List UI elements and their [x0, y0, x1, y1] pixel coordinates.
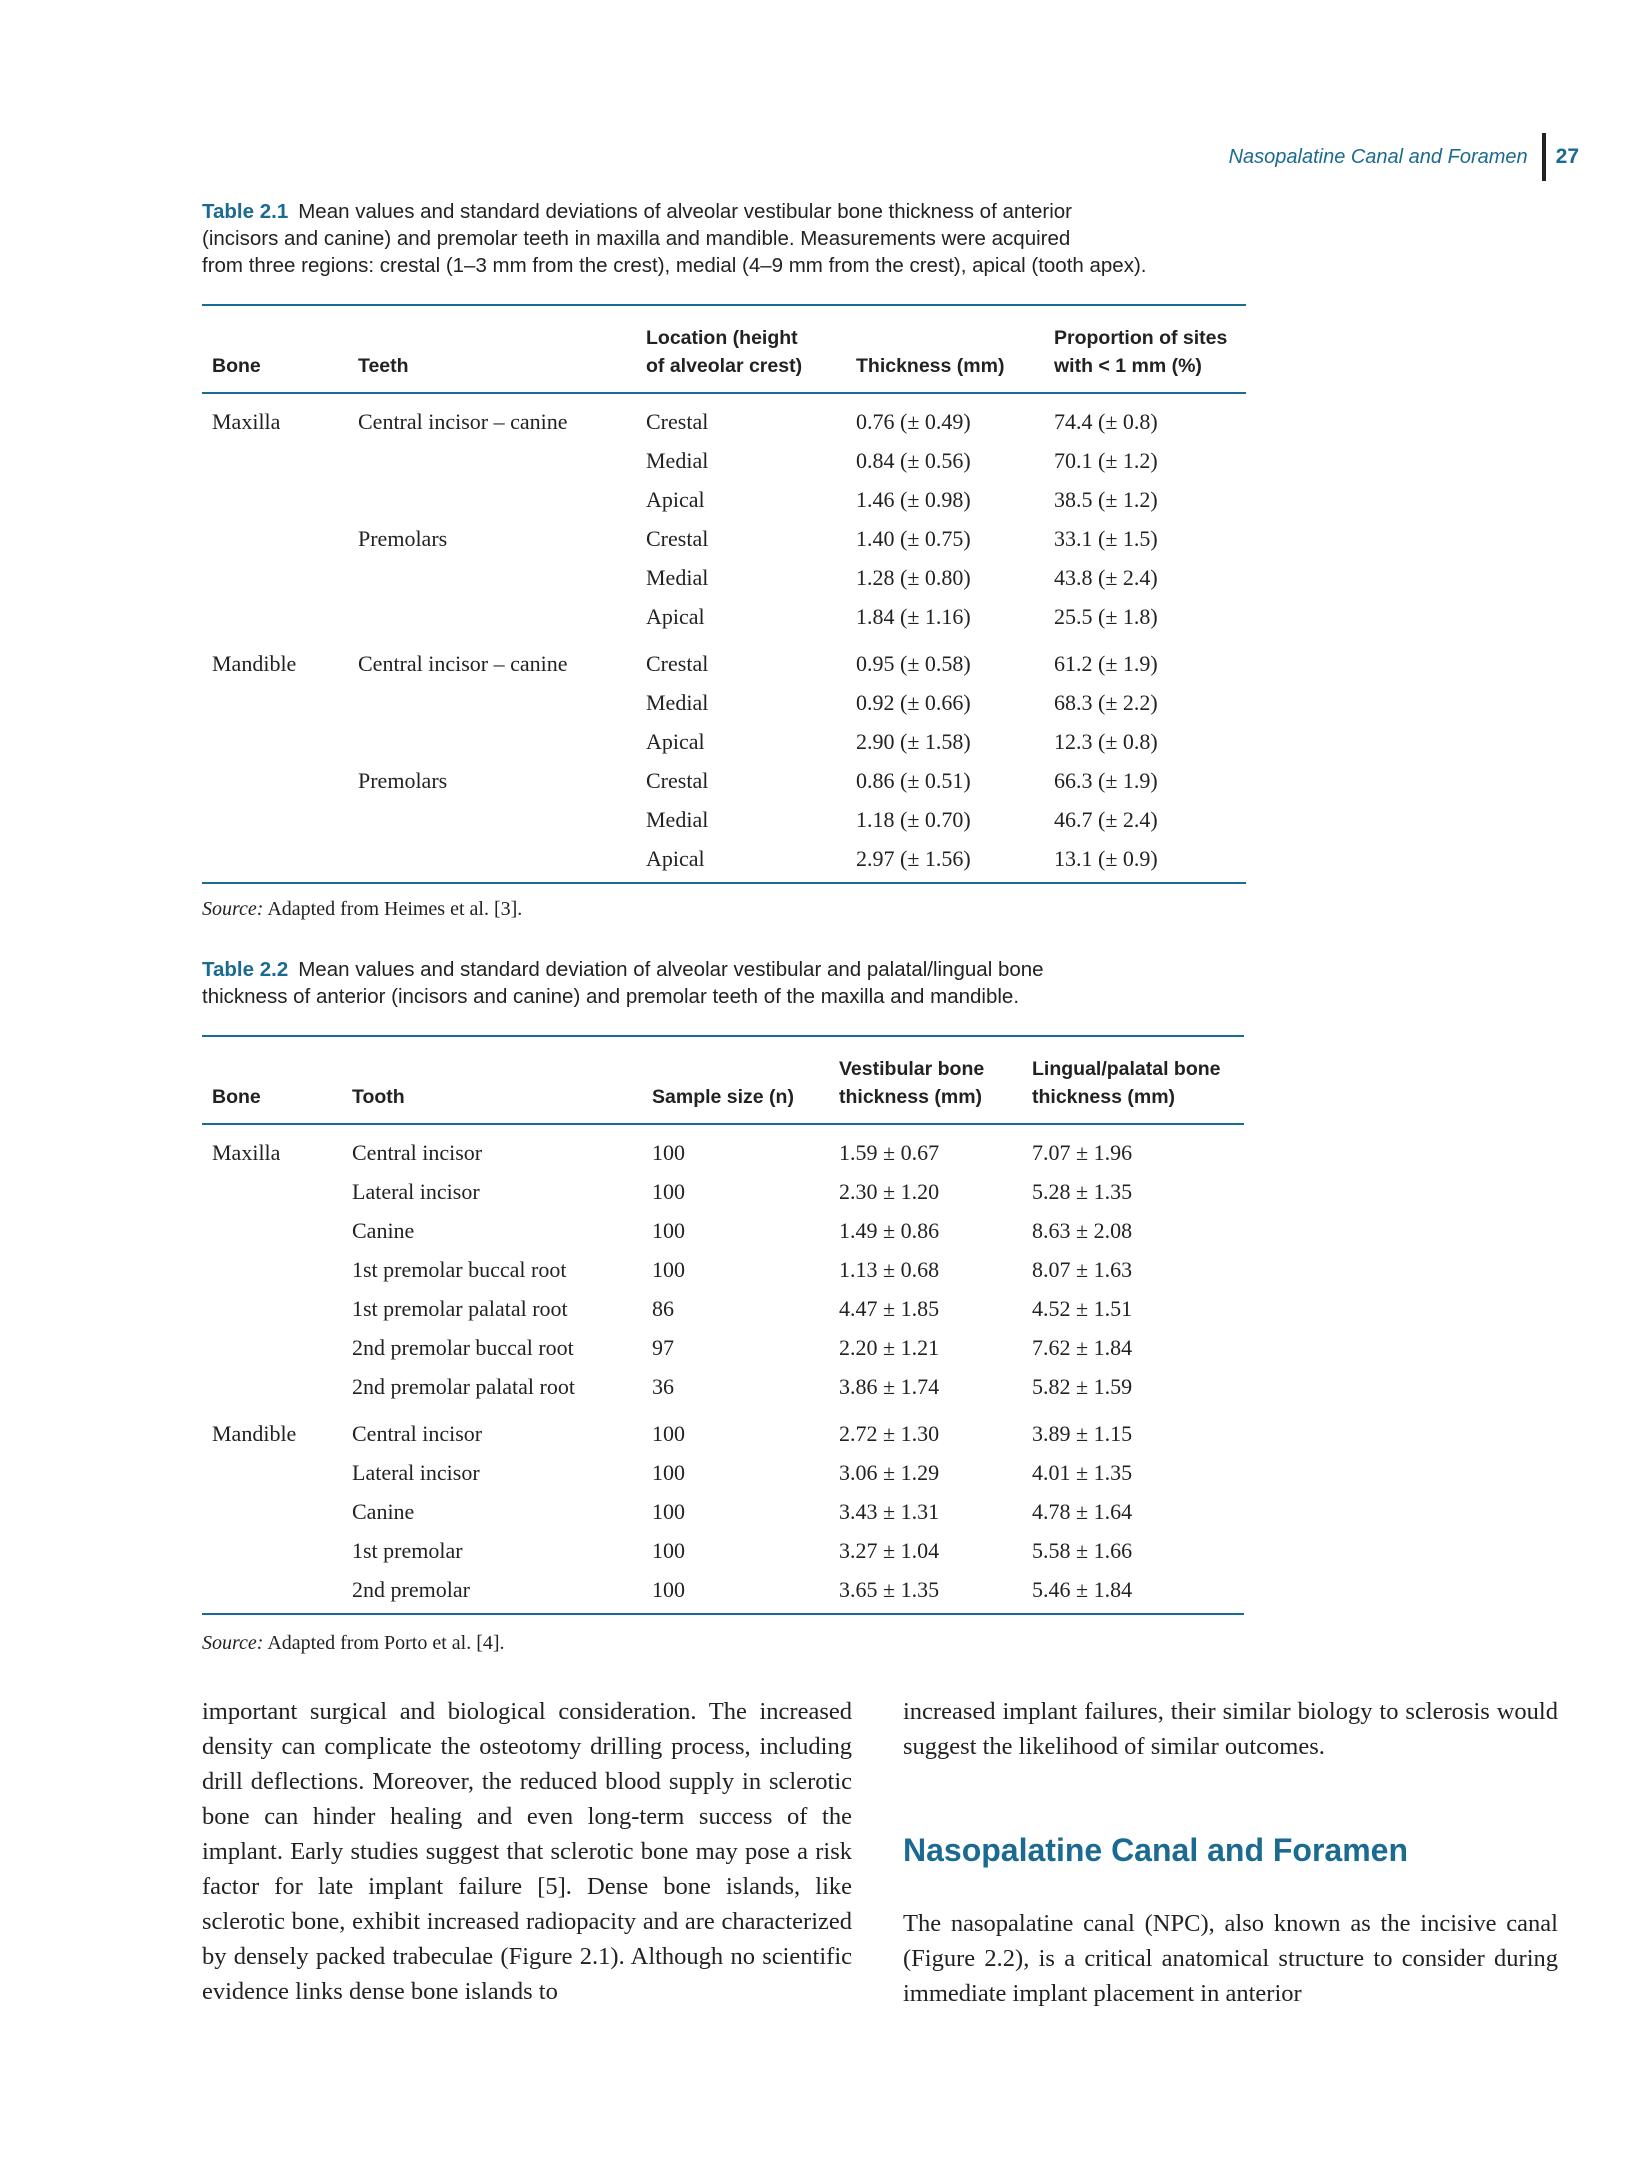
table2-header-cell	[1022, 1036, 1244, 1124]
table1-cell: Medial	[646, 448, 709, 473]
table1-caption-line: (incisors and canine) and premolar teeth in maxilla and mandible. Measurements were acquired	[202, 227, 1071, 250]
table1-cell	[202, 722, 348, 761]
table2-cell	[202, 1328, 342, 1367]
table1-cell: 46.7 (± 2.4)	[1054, 807, 1158, 832]
table1-header-cell	[846, 305, 1044, 393]
table2-cell: 5.28 ± 1.35	[1032, 1179, 1133, 1204]
table2-cell: Lateral incisor	[352, 1179, 480, 1204]
table1-cell: Central incisor – canine	[358, 409, 568, 434]
table2-cell: 4.47 ± 1.85	[839, 1296, 940, 1321]
table-row	[202, 1211, 1244, 1250]
table2-header-text: thickness (mm)	[839, 1086, 983, 1108]
table2-header-text: Lingual/palatal bone	[1032, 1058, 1221, 1080]
table2-cell: 2.72 ± 1.30	[839, 1421, 940, 1446]
table2-header-text: Sample size (n)	[652, 1086, 794, 1108]
table1-header-cell	[348, 305, 636, 393]
table1-header-row	[202, 305, 1246, 393]
table2-cell: 100	[652, 1421, 685, 1446]
table2-cell	[202, 1453, 342, 1492]
table-row	[202, 1492, 1244, 1531]
table-row	[202, 597, 1246, 636]
table1-cell: Crestal	[646, 651, 709, 676]
table1-cell: Medial	[646, 690, 709, 715]
table1-cell: 1.84 (± 1.16)	[856, 604, 971, 629]
table2-source-label: Source:	[202, 1632, 264, 1654]
table2-cell: 3.65 ± 1.35	[829, 1570, 1022, 1614]
table2-cell: 1st premolar	[352, 1538, 463, 1563]
table-row	[202, 1250, 1244, 1289]
table1-cell: Apical	[646, 729, 705, 754]
table2-header-cell	[202, 1036, 342, 1124]
table1-header-cell	[636, 305, 846, 393]
table2-cell: 2nd premolar	[342, 1570, 642, 1614]
section-heading: Nasopalatine Canal and Foramen	[903, 1832, 1409, 1868]
table1-cell	[202, 558, 348, 597]
table1-cell: 61.2 (± 1.9)	[1054, 651, 1158, 676]
table-row	[202, 839, 1246, 883]
table2-cell: 5.46 ± 1.84	[1022, 1570, 1244, 1614]
table1-cell	[202, 441, 348, 480]
table1-cell: Crestal	[646, 768, 709, 793]
table1-cell: Crestal	[646, 526, 709, 551]
table1-cell: Apical	[636, 839, 846, 883]
table1-cell: 70.1 (± 1.2)	[1054, 448, 1158, 473]
right-column-paragraph-2: The nasopalatine canal (NPC), also known as the incisive canal (Figure 2.2), is a critical anatomical structure to consider during immediate implant placement in anterior	[903, 1910, 1558, 2007]
table1-cell: 1.18 (± 0.70)	[856, 807, 971, 832]
table-row	[202, 683, 1246, 722]
table1-cell: 0.92 (± 0.66)	[856, 690, 971, 715]
table-row	[202, 441, 1246, 480]
table2-cell: 7.62 ± 1.84	[1032, 1335, 1133, 1360]
table-row	[202, 393, 1246, 441]
table2-cell: 7.07 ± 1.96	[1032, 1140, 1133, 1165]
table2-cell	[202, 1531, 342, 1570]
table-row	[202, 1367, 1244, 1406]
table2-cell: 100	[642, 1570, 829, 1614]
table2-cell: 3.89 ± 1.15	[1032, 1421, 1133, 1446]
table2-cell: 2nd premolar buccal root	[352, 1335, 574, 1360]
table1-cell: Crestal	[646, 409, 709, 434]
table2-cell: Mandible	[212, 1421, 297, 1446]
table1-source	[202, 898, 522, 921]
table2-cell	[202, 1250, 342, 1289]
table2-cell: 86	[652, 1296, 674, 1321]
table-row	[202, 722, 1246, 761]
right-column-paragraph-1: increased implant failures, their similar biology to sclerosis would suggest the likelihood of similar outcomes.	[903, 1698, 1558, 1760]
table1-header-text: of alveolar crest)	[646, 355, 803, 377]
table1-cell: Premolars	[358, 768, 448, 793]
table-row	[202, 1124, 1244, 1172]
table1-header-text: with < 1 mm (%)	[1054, 355, 1202, 377]
table1-cell	[202, 683, 348, 722]
table-row	[202, 761, 1246, 800]
table2-cell	[202, 1570, 342, 1614]
table1-cell: 43.8 (± 2.4)	[1054, 565, 1158, 590]
table1-cell	[348, 597, 636, 636]
table2-cell: 3.43 ± 1.31	[839, 1499, 940, 1524]
table2-header-text: thickness (mm)	[1032, 1086, 1176, 1108]
table1-cell: 2.90 (± 1.58)	[856, 729, 971, 754]
table2-cell	[202, 1492, 342, 1531]
table2-cell: 100	[652, 1538, 685, 1563]
table1	[202, 304, 1246, 884]
table2-header-text: Tooth	[352, 1086, 405, 1108]
table1-cell: 33.1 (± 1.5)	[1054, 526, 1158, 551]
table2-cell	[202, 1211, 342, 1250]
table-row	[202, 519, 1246, 558]
table2-cell: Lateral incisor	[352, 1460, 480, 1485]
table1-cell: 0.95 (± 0.58)	[856, 651, 971, 676]
table2-cell: 100	[652, 1499, 685, 1524]
table2-cell: 5.82 ± 1.59	[1032, 1374, 1133, 1399]
table1-cell: 0.86 (± 0.51)	[856, 768, 971, 793]
table-row	[202, 1406, 1244, 1453]
table-row	[202, 1531, 1244, 1570]
page-number: 27	[1555, 145, 1579, 168]
table1-cell	[348, 839, 636, 883]
table2-cell: Central incisor	[352, 1140, 483, 1165]
table1-header-text: Proportion of sites	[1054, 327, 1228, 349]
table1-cell: 1.28 (± 0.80)	[856, 565, 971, 590]
table1-cell	[202, 519, 348, 558]
table1-cell	[348, 480, 636, 519]
table2-label: Table 2.2	[202, 958, 289, 981]
table2-header-text: Bone	[212, 1086, 261, 1108]
table2-caption-line: Mean values and standard deviation of alveolar vestibular and palatal/lingual bone	[298, 958, 1044, 981]
table1-cell: Mandible	[212, 651, 297, 676]
table-row	[202, 480, 1246, 519]
table1-cell	[202, 597, 348, 636]
table1-cell: 66.3 (± 1.9)	[1054, 768, 1158, 793]
table2-cell: 2nd premolar palatal root	[352, 1374, 575, 1399]
table2-cell: 4.01 ± 1.35	[1032, 1460, 1133, 1485]
table1-caption-line: from three regions: crestal (1–3 mm from the crest), medial (4–9 mm from the crest), apical (tooth apex).	[202, 254, 1147, 277]
table1-label: Table 2.1	[202, 200, 289, 223]
running-head	[1229, 133, 1579, 181]
table1-cell: Apical	[646, 487, 705, 512]
table2-cell: 1st premolar palatal root	[352, 1296, 568, 1321]
table1-cell	[348, 683, 636, 722]
table1-cell: 1.40 (± 0.75)	[856, 526, 971, 551]
table2-cell: 4.78 ± 1.64	[1032, 1499, 1133, 1524]
table1-header-text: Location (height	[646, 327, 798, 349]
table1-cell	[348, 800, 636, 839]
table2-cell: 3.06 ± 1.29	[839, 1460, 940, 1485]
table1-cell: 0.84 (± 0.56)	[856, 448, 971, 473]
table2-cell: Canine	[352, 1218, 415, 1243]
running-head-divider	[1542, 133, 1546, 181]
table1-cell: Apical	[646, 604, 705, 629]
table2-cell	[202, 1289, 342, 1328]
table2-header-row	[202, 1036, 1244, 1124]
table-row	[202, 1453, 1244, 1492]
table2-cell: 2.20 ± 1.21	[839, 1335, 940, 1360]
table-row	[202, 1172, 1244, 1211]
table2-cell: Maxilla	[212, 1140, 281, 1165]
table2-cell	[202, 1172, 342, 1211]
table1-cell	[348, 722, 636, 761]
table1-cell	[202, 800, 348, 839]
table1-cell	[348, 441, 636, 480]
table1-cell: 12.3 (± 0.8)	[1054, 729, 1158, 754]
table2-cell: 100	[652, 1218, 685, 1243]
table2-cell: 4.52 ± 1.51	[1032, 1296, 1133, 1321]
table1-caption-line: Mean values and standard deviations of alveolar vestibular bone thickness of anterior	[298, 200, 1072, 223]
table1-cell: 2.97 (± 1.56)	[846, 839, 1044, 883]
table-row	[202, 800, 1246, 839]
table1-cell: 0.76 (± 0.49)	[856, 409, 971, 434]
table1-cell: Maxilla	[212, 409, 281, 434]
left-column-text: important surgical and biological consideration. The increased density can complicate the osteotomy drilling process, including drill deflections. Moreover, the reduced blood supply in sclerotic bone can hinder healing and even long-term success of the implant. Early studies suggest that sclerotic bone may pose a risk factor for late implant failure [5]. Dense bone islands, like sclerotic bone, exhibit increased radiopacity and are characterized by densely packed trabeculae (Figure 2.1). Although no scientific evidence links dense bone islands to	[202, 1698, 852, 2005]
table1-cell: 74.4 (± 0.8)	[1054, 409, 1158, 434]
table2-cell: 1.13 ± 0.68	[839, 1257, 940, 1282]
table1-cell: Premolars	[358, 526, 448, 551]
table1-cell: 38.5 (± 1.2)	[1054, 487, 1158, 512]
table2-header-cell	[829, 1036, 1022, 1124]
table2-cell: 97	[652, 1335, 674, 1360]
table1-header-cell	[202, 305, 348, 393]
table2-cell: 100	[652, 1140, 685, 1165]
table1-cell: Medial	[646, 565, 709, 590]
table-row	[202, 1289, 1244, 1328]
table1-cell: 13.1 (± 0.9)	[1044, 839, 1246, 883]
table2-cell: 3.86 ± 1.74	[839, 1374, 940, 1399]
table1-header-text: Teeth	[358, 355, 409, 377]
table2-cell: Canine	[352, 1499, 415, 1524]
running-head-title: Nasopalatine Canal and Foramen	[1228, 145, 1528, 168]
table2-source	[202, 1632, 505, 1655]
table1-caption	[202, 198, 1262, 279]
table2-caption-line: thickness of anterior (incisors and canine) and premolar teeth of the maxilla and mandible.	[202, 985, 1020, 1008]
table2-cell: Central incisor	[352, 1421, 483, 1446]
table2-cell: 100	[652, 1179, 685, 1204]
table2-cell: 8.63 ± 2.08	[1032, 1218, 1133, 1243]
table2-caption	[202, 956, 1262, 1010]
table1-cell	[348, 558, 636, 597]
table1-source-label: Source:	[202, 898, 264, 920]
table2-cell: 1.59 ± 0.67	[839, 1140, 940, 1165]
table1-header-cell	[1044, 305, 1246, 393]
table1-header-text: Thickness (mm)	[856, 355, 1005, 377]
table2-header-cell	[642, 1036, 829, 1124]
table-row	[202, 1570, 1244, 1614]
table2-cell: 2.30 ± 1.20	[839, 1179, 940, 1204]
table2-cell: 3.27 ± 1.04	[839, 1538, 940, 1563]
table1-cell: Medial	[646, 807, 709, 832]
table2-cell: 100	[652, 1257, 685, 1282]
table2-cell: 5.58 ± 1.66	[1032, 1538, 1133, 1563]
table-row	[202, 636, 1246, 683]
table2-cell: 36	[652, 1374, 674, 1399]
table-row	[202, 1328, 1244, 1367]
table1-source-text: Adapted from Heimes et al. [3].	[263, 898, 523, 920]
table1-cell: 25.5 (± 1.8)	[1054, 604, 1158, 629]
table2-source-text: Adapted from Porto et al. [4].	[263, 1632, 505, 1654]
table1-cell	[202, 761, 348, 800]
table1-cell: Central incisor – canine	[358, 651, 568, 676]
table1-cell: 1.46 (± 0.98)	[856, 487, 971, 512]
table2-header-text: Vestibular bone	[839, 1058, 985, 1080]
table1-cell	[202, 480, 348, 519]
table2-cell: 1st premolar buccal root	[352, 1257, 567, 1282]
table2-header-cell	[342, 1036, 642, 1124]
table1-header-text: Bone	[212, 355, 261, 377]
table2-cell: 1.49 ± 0.86	[839, 1218, 940, 1243]
table2-cell	[202, 1367, 342, 1406]
table-row	[202, 558, 1246, 597]
table2-cell: 100	[652, 1460, 685, 1485]
table2-cell: 8.07 ± 1.63	[1032, 1257, 1133, 1282]
table1-cell: 68.3 (± 2.2)	[1054, 690, 1158, 715]
table2	[202, 1035, 1244, 1615]
table1-cell	[202, 839, 348, 883]
